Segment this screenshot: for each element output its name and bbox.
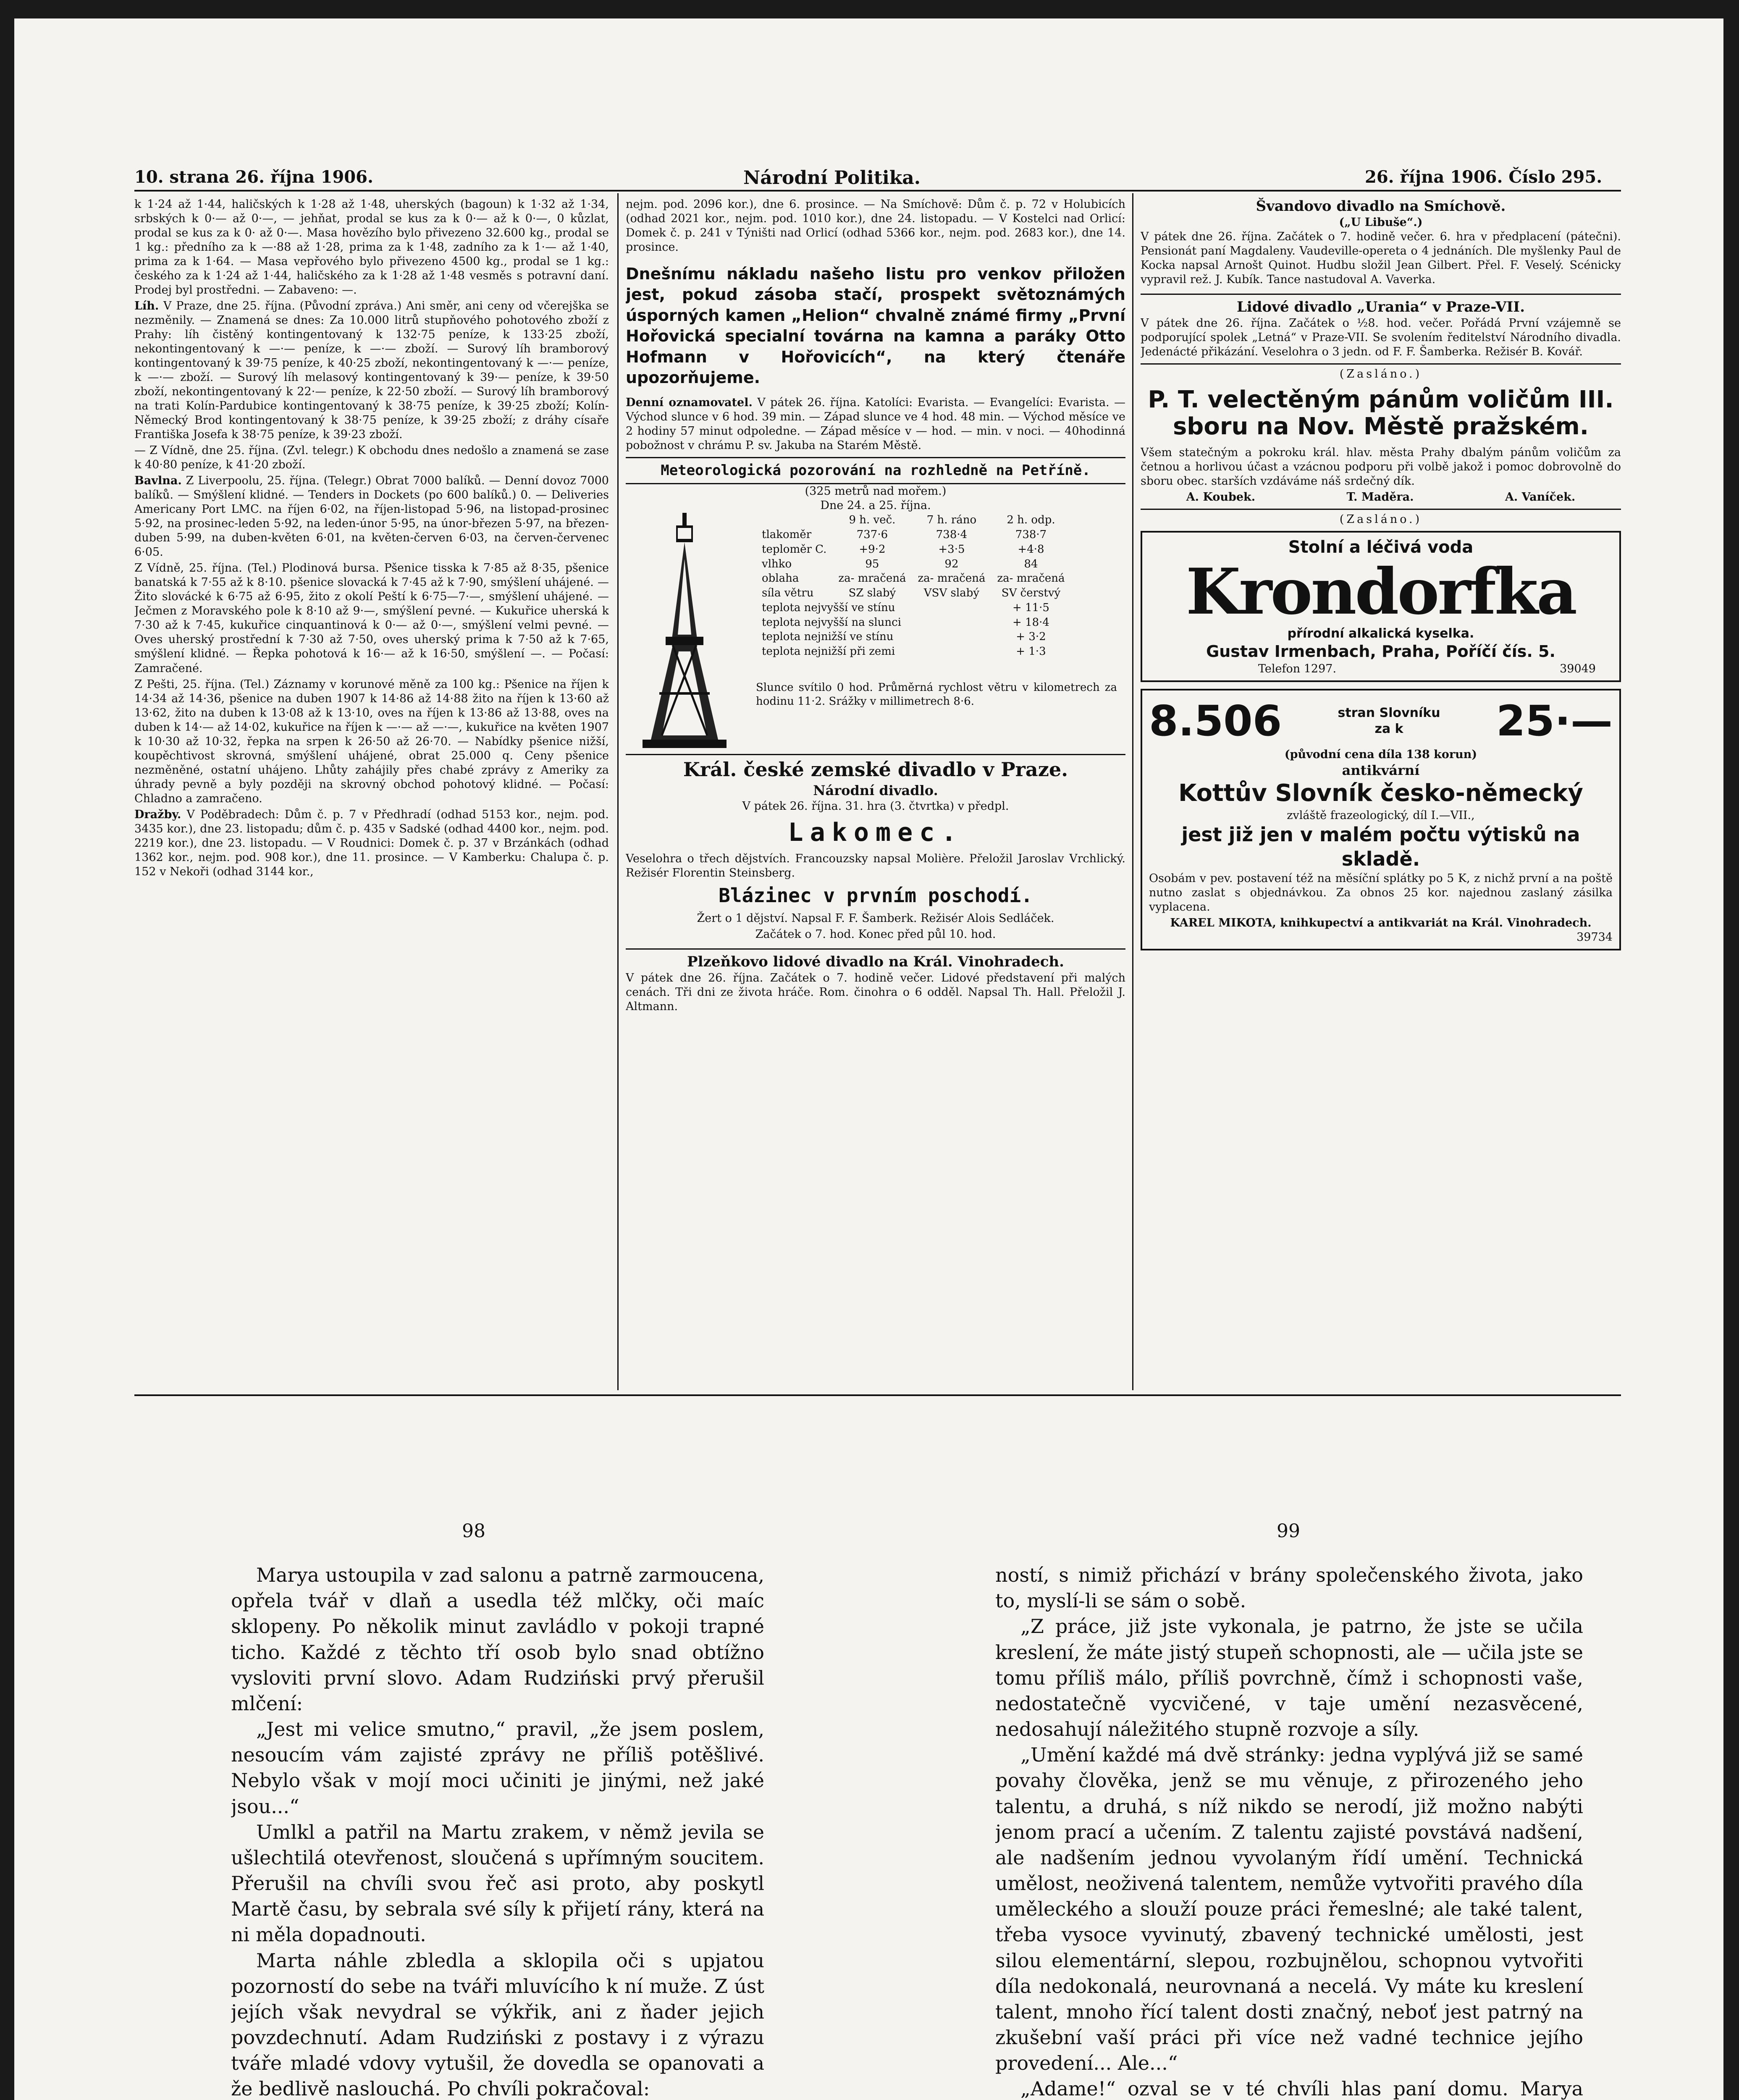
play-lakomec: Lakomec. xyxy=(788,817,963,847)
meteo-header-row xyxy=(756,513,1071,528)
signatory: T. Maděra. xyxy=(1346,490,1414,504)
plzenek-theatre-text: V pátek dne 26. října. Začátek o 7. hodině večer. Lidové představení při malých cenách. Tři dni ze života hráče. Rom. činohra o 6 odděl. Napsal Th. Hall. Přeložil J. Altmann. xyxy=(626,971,1125,1013)
column-divider-2 xyxy=(1132,193,1133,1390)
book-paragraph: „Z práce, již jste vykonala, je patrno, že jste se učila kreslení, že máte jistý stupeň schopnosti, ale — učila jste se tomu příliš málo, příliš povrchně, čímž i schopnosti vaše, nedostatečně vycvičené, v taje umění nezasvěcené, nedosahují náležitého stupně rozvoje a síly. xyxy=(995,1615,1583,1741)
krondorfka-tagline: Stolní a léčivá voda xyxy=(1288,537,1474,557)
zaslano-label: (Zasláno.) xyxy=(1141,363,1621,381)
book-paragraph: „Jest mi velice smutno,“ pravil, „že jsem poslem, nesoucím vám zajisté zprávy ne příliš potěšlivé. Nebylo však v mojí moci učiniti je jinými, než jaké jsou...“ xyxy=(231,1718,764,1818)
meteo-value: za- mračená xyxy=(838,572,906,585)
meteo-extra-label: teplota nejvyšší ve stínu xyxy=(762,601,895,614)
meteo-label: oblaha xyxy=(762,572,799,585)
dictionary-antiquarian: antikvární xyxy=(1342,762,1420,778)
header-rule xyxy=(134,190,1621,192)
vienna-grain-text: Z Vídně, 25. října. (Tel.) Plodinová bursa. Pšenice tisska k 7·85 až 8·35, pšenice banatská k 7·55 až k 8·10. pšenice slovacká k 7·45 až k 7·90, smýšlení uhájené. — Žito slovácké k 6·75 až 6·95, žito z okolí Peští k 6·75—7·—, smýšlení uhájené. — Ječmen z Moravského pole k 8·10 až 9·—, smýšlení pevné. — Kukuřice uherská k 7·30 až k 7·45, kukuřice cinquantinová k 0·— až 0·—, smýšlení velmi pevné. — Oves uherský prostřední k 7·30 až 7·50, oves uherský prima k 7·50 až k 7·65, smýšlení klidné. — Řepka pohotová k 16·— až k 16·50, smýšlení —. — Počasí: Zamračené. xyxy=(134,562,609,675)
dictionary-ad-number: 39734 xyxy=(1576,930,1613,944)
dictionary-pages-label: stran Slovníku za k xyxy=(1338,705,1440,736)
meteo-row xyxy=(756,586,1071,601)
book-page-number-right: 99 xyxy=(1277,1520,1300,1542)
market-meat-text: k 1·24 až 1·44, haličských k 1·28 až 1·48, uherských (bagoun) k 1·32 až 1·34, srbských k 0·— až 0·—, — jehňat, prodal se kus za k 0·— až k 0·—, 0 kůzlat, prodal se kus za k 0· až 0·—. Masa hovězího bylo přivezeno 32.600 kg., prodal se 1 kg.: předního za k —·88 až 1·28, prima za k 1·48, zadního za k 1·— až 1·40, prima za k 1·64. — Masa vepřového bylo přivezeno 4500 kg., prodal se 1 kg.: českého za k 1·24 až 1·44, haličského za k 1·28 až 1·48 vesměs s potravní daní. Prodej byl prostředni. — Zabaveno: —. xyxy=(134,198,609,297)
header-right: 26. října 1906. Číslo 295. xyxy=(1365,167,1603,187)
scan-border-top xyxy=(0,0,1739,18)
column-divider-1 xyxy=(617,193,619,1390)
spirit-text: V Praze, dne 25. října. (Původní zpráva.) Ani směr, ani ceny od včerejška se nezměnily. — Znamená se dnes: Za 10.000 litrů stupňového pohotového zboží z Prahy: líh čistěný kontingentovaný k 132·75 peníze, k 133·25 zboží, nekontingentovaný k —·— peníze, k —·— zboží. — Surový líh bramborový kontingentovaný k 39·75 peníze, k 40·25 zboží, nekontingentovaný k —·— peníze, k —·— zboží. — Surový líh melasový kontingentovaný k 39·— peníze, k 39·50 zboží, nekontingentovaný k 22·— peníze, k 22·50 zboží. — Surový líh bramborový na trati Kolín-Pardubice kontingentovaný k 38·75 peníze, k 39·25 zboží; Kolín-Německý Brod kontingentovaný k 38·75 peníze, k 39·25 zboží; z dráhy císaře Františka Josefa k 38·75 peníze, k 39·23 zboží. xyxy=(134,299,609,441)
meteo-value: 95 xyxy=(865,557,879,570)
newspaper-page xyxy=(134,164,1621,1525)
play-blazinec-desc: Žert o 1 dějství. Napsal F. F. Šamberk. Režisér Alois Sedláček. xyxy=(697,912,1054,925)
column-1 xyxy=(134,197,609,1390)
meteo-label: tlakoměr xyxy=(762,528,812,541)
voters-appeal-heading: P. T. velectěným pánům voličům III. sboru na Nov. Městě pražském. xyxy=(1148,386,1614,441)
book-page-left xyxy=(231,1562,764,2100)
meteo-block xyxy=(626,513,1125,748)
daily-calendar xyxy=(626,396,1125,453)
meteo-label: teploměr C. xyxy=(762,543,827,556)
meteo-value: 738·7 xyxy=(1015,528,1047,541)
meteo-col: 2 h. odp. xyxy=(1007,514,1055,527)
krondorfka-phone: Telefon 1297. xyxy=(1258,662,1337,675)
meteo-value: za- mračená xyxy=(997,572,1065,585)
signatories xyxy=(1141,490,1621,504)
supplement-notice: Dnešnímu nákladu našeho listu pro venkov přiložen jest, pokud zásoba stačí, prospekt světoznámých úsporných kamen „Helion“ chvalně známé firmy „První Hořovická specialní továrna na kamna a paráky Otto Hofmann v Hořovicích“, na který čtenáře upozorňujeme. xyxy=(626,265,1125,387)
plzenek-theatre-heading: Plzeňkovo lidové divadlo na Král. Vinohradech. xyxy=(626,948,1125,971)
pest-grain-text: Z Pešti, 25. října. (Tel.) Záznamy v korunové měně za 100 kg.: Pšenice na říjen k 14·34 až 14·36, pšenice na duben 1907 k 14·86 až 14·88 žito na říjen k 13·60 až 13·62, žito na duben k 13·08 až k 13·10, oves na říjen k 13·86 až 13·88, oves na duben k 14·— až 14·02, kukuřice na říjen k —·— až —·—, kukuřice na květen 1907 k 10·30 až 10·32, řepka na srpen k 26·50 až 26·70. — Nabídky pšenice nižší, koupěchtivost skrovná, smýšlení uhájené, obrat 25.000 q. Ceny pšenice nezměněné, ostatní uhájeno. Lhůty zahájily přes chabé zprávy z Ameriky za úhrady pevně a byly později na skrovný obchod pohotový klidné. — Počasí: Chladno a zamračeno. xyxy=(134,677,609,805)
meteo-extra-value: + 1·3 xyxy=(1016,645,1046,658)
meteo-altitude: (325 metrů nad mořem.) xyxy=(805,485,947,498)
krondorfka-brand: Krondorfka xyxy=(1186,555,1576,629)
meteo-extra-row xyxy=(756,615,1071,630)
urania-theatre-heading: Lidové divadlo „Urania“ v Praze-VII. xyxy=(1141,294,1621,316)
dictionary-firm: KAREL MIKOTA, knihkupectví a antikvariát na Král. Vinohradech. xyxy=(1170,916,1592,929)
spirit-heading: Líh. xyxy=(134,299,159,313)
meteo-value: za- mračená xyxy=(918,572,986,585)
calendar-text: V pátek 26. října. Katolíci: Evarista. — Evangelíci: Evarista. — Východ slunce v 6 hod. 39 min. — Západ slunce ve 4 hod. 48 min. — Východ měsíce ve 2 hodiny 57 minut odpoledne. — Západ měsíce v — hod. — min. v noci. — 40hodinná pobožnost v chrámu P. sv. Jakuba na Starém Městě. xyxy=(626,396,1125,452)
svanda-theatre-heading: Švandovo divadlo na Smíchově. xyxy=(1256,198,1506,215)
national-theatre-sub: Národní divadlo. xyxy=(813,782,938,799)
scan-border-left xyxy=(0,0,14,2100)
meteo-label: síla větru xyxy=(762,587,814,600)
meteo-col: 9 h. več. xyxy=(849,514,896,527)
auctions-heading: Dražby. xyxy=(134,808,181,821)
play-blazinec-time: Začátek o 7. hod. Konec před půl 10. hod. xyxy=(755,928,996,941)
meteo-col: 7 h. ráno xyxy=(926,514,977,527)
zaslano-label: (Zasláno.) xyxy=(1141,509,1621,527)
meteo-value: 737·6 xyxy=(856,528,888,541)
meteo-heading: Meteorologická pozorování na rozhledně na Petříně. xyxy=(626,457,1125,484)
meteo-row xyxy=(756,528,1071,542)
meteo-value: 84 xyxy=(1024,557,1038,570)
book-paragraph: Marta náhle zbledla a sklopila oči s upjatou pozorností do sebe na tváři mluvícího k ní muže. Z úst jejích však nevydral se výkřik, ani z ňader jejich povzdechnutí. Adam Rudziński z postavy i z výrazu tváře mladé vdovy vytušil, že dovedla se opanovati a že bedlivě naslouchá. Po chvíli pokračoval: xyxy=(231,1949,764,2100)
vienna-spirit-text: — Z Vídně, dne 25. října. (Zvl. telegr.) K obchodu dnes nedošlo a znamená se zase k 40·80 peníze, k 41·20 zboží. xyxy=(134,444,609,472)
footer-rule xyxy=(134,1394,1621,1396)
calendar-heading: Denní oznamovatel. xyxy=(626,396,753,410)
meteo-value: SZ slabý xyxy=(848,587,896,600)
meteo-value: +9·2 xyxy=(859,543,886,556)
book-paragraph: „Umění každé má dvě stránky: jedna vyplývá již se samé povahy člověka, jenž se mu věnuje, z přirozeného jeho talentu, a druhá, s níž nikdo se nerodí, již možno nabýti jenom prací a učením. Z talentu zajisté povstává nadšení, ale nadšením jednou vyvolaným řídí umění. Technická umělost, neoživená talentem, nemůže vytvořiti pravého díla uměleckého a slouží pouze práci řemeslné; ale také talent, třeba vysoce vyvinutý, zbavený technické umělosti, jest silou elementární, slepou, rozbujnělou, schopnou vytvořiti díla nedokonalá, neurovnaná a necelá. Vy máte ku kreslení talent, mnoho řící talent dosti značný, neboť jest patrný na zkušební vaší práci při více než vadné technice jejího provedení... Ale...“ xyxy=(995,1743,1583,2075)
cotton-heading: Bavlna. xyxy=(134,474,182,488)
meteo-extra-row xyxy=(756,601,1071,615)
meteo-value: +4·8 xyxy=(1018,543,1044,556)
meteo-row xyxy=(756,542,1071,557)
dictionary-title: Kottův Slovník česko-německý xyxy=(1178,780,1583,807)
meteo-tail: Slunce svítilo 0 hod. Průměrná rychlost větru v kilometrech za hodinu 11·2. Srážky v millimetrech 8·6. xyxy=(756,681,1117,708)
national-theatre-date: V pátek 26. října. 31. hra (3. čtvrtka) v předpl. xyxy=(742,799,1009,813)
meteo-extra-value: + 3·2 xyxy=(1016,630,1046,643)
dictionary-ad xyxy=(1141,689,1621,950)
urania-theatre-text: V pátek dne 26. října. Začátek o ½8. hod. večer. Pořádá První vzájemně se podporující spolek „Letná“ v Praze-VII. Se svolením ředitelství Národního divadla. Jedenácté přikázání. Veselohra o 3 jedn. od F. F. Šamberka. Režisér B. Kovář. xyxy=(1141,316,1621,358)
page-header xyxy=(134,164,1621,189)
meteo-row xyxy=(756,571,1071,586)
voters-appeal-text: Všem statečným a pokroku král. hlav. města Prahy dbalým pánům voličům za četnou a horlivou účast a vzácnou podporu při volbě jakož i pomoc dobrovolně do sboru obec. starších vzdáváme náš srdečný dík. xyxy=(1141,446,1621,488)
scan-border-right xyxy=(1723,0,1739,2100)
book-page-right xyxy=(995,1562,1583,2100)
cotton-text: Z Liverpoolu, 25. října. (Telegr.) Obrat 7000 balíků. — Denní dovoz 7000 balíků. — Smýšlení klidné. — Tenders in Dockets (po 600 balíků.) 0. — Deliveries Americany Port LMC. na říjen 6·02, na říjen-listopad 5·96, na listopad-prosinec 5·92, na prosinec-leden 5·92, na leden-únor 5·95, na únor-březen 5·97, na březen-duben 5·99, na duben-květen 6·01, na květen-červen 6·03, na červen-červenec 6·05. xyxy=(134,474,609,559)
krondorfka-footer xyxy=(1149,662,1613,676)
column-2 xyxy=(626,197,1125,1390)
header-left: 10. strana 26. října 1906. xyxy=(134,167,373,187)
national-theatre-heading: Král. české zemské divadlo v Praze. xyxy=(626,754,1125,782)
dictionary-ad-top xyxy=(1149,695,1613,748)
auctions-text: V Poděbradech: Dům č. p. 7 v Předhradí (odhad 5153 kor., nejm. pod. 3435 kor.), dne 23. listopadu; dům č. p. 435 v Sadské (odhad 4400 kor., nejm. pod. 2219 kor.), dne 23. listopadu. — V Roudnici: Domek č. p. 37 v Brzánkách (odhad 1362 kor., nejm. pod. 908 kor.), dne 11. prosince. — V Kamberku: Chalupa č. p. 152 v Nekoři (odhad 3144 kor., xyxy=(134,808,609,878)
header-title: Národní Politika. xyxy=(743,167,921,189)
petrin-tower-illustration xyxy=(643,513,727,748)
krondorfka-desc: přírodní alkalická kyselka. xyxy=(1287,626,1474,641)
meteo-label: vlhko xyxy=(762,557,792,570)
book-paragraph: Umlkl a patřil na Martu zrakem, v němž jevila se ušlechtilá otevřenost, sloučená s upřímným soucitem. Přerušil na chvíli svou řeč asi proto, aby poskytl Martě času, by sebrala své síly k přijetí rány, která na ni měla dopadnouti. xyxy=(231,1820,764,1946)
book-paragraph: ností, s nimiž přichází v brány společenského života, jako to, myslí-li se sám o sobě. xyxy=(995,1564,1583,1612)
spirit-report xyxy=(134,299,609,442)
meteo-extra-label: teplota nejnižší při zemi xyxy=(762,645,895,658)
meteo-value: +3·5 xyxy=(938,543,965,556)
meteo-table xyxy=(756,513,1071,659)
svanda-theatre-sub: („U Libuše“.) xyxy=(1339,215,1423,229)
signatory: A. Vaníček. xyxy=(1505,490,1576,504)
dictionary-price: 25·— xyxy=(1496,696,1613,746)
krondorfka-ad xyxy=(1141,531,1621,682)
meteo-value: VSV slabý xyxy=(923,587,980,600)
meteo-extra-row xyxy=(756,644,1071,659)
meteo-extra-row xyxy=(756,630,1071,644)
svanda-theatre-text: V pátek dne 26. října. Začátek o 7. hodině večer. 6. hra v předplacení (pátečni). Pensionát paní Magdaleny. Vaudeville-opereta o 4 jednáních. Dle myšlenky Paul de Kocka napsal Arnošt Quinot. Hudbu složil Jean Gilbert. Přel. F. Veselý. Scénicky vypravil rež. J. Kubík. Tance nastudoval A. Vaverka. xyxy=(1141,230,1621,286)
meteo-row xyxy=(756,557,1071,572)
dictionary-original-price: (původní cena díla 138 korun) xyxy=(1284,748,1477,761)
auctions-report xyxy=(134,808,609,879)
play-lakomec-desc: Veselohra o třech dějstvích. Francouzsky napsal Molière. Přeložil Jaroslav Vrchlický. Režisér Florentin Steinsberg. xyxy=(626,852,1125,880)
meteo-value: 92 xyxy=(944,557,959,570)
auctions-continued: nejm. pod. 2096 kor.), dne 6. prosince. — Na Smíchově: Dům č. p. 72 v Holubicích (odhad 2021 kor., nejm. pod. 1010 kor.), dne 24. listopadu. — V Kostelci nad Orlicí: Domek č. p. 241 v Týništi nad Orlicí (odhad 5366 kor., nejm. pod. 2683 kor.), dne 14. prosince. xyxy=(626,198,1125,254)
meteo-value: SV čerstvý xyxy=(1001,587,1061,600)
book-paragraph: Marya ustoupila v zad salonu a patrně zarmoucena, opřela tvář v dlaň a usedla též mlčky, oči maíc sklopeny. Po několik minut zavládlo v pokoji trapné ticho. Každé z těchto tří osob bylo snad obtížno vysloviti první slovo. Adam Rudziński prvý přerušil mlčení: xyxy=(231,1564,764,1715)
book-page-number-left: 98 xyxy=(462,1520,485,1542)
meteo-value: 738·4 xyxy=(936,528,968,541)
meteo-extra-value: + 11·5 xyxy=(1012,601,1049,614)
column-3 xyxy=(1141,197,1621,1390)
signatory: A. Koubek. xyxy=(1186,490,1256,504)
dictionary-terms: Osobám v pev. postavení též na měsíční splátky po 5 K, z nichž první a na poště nutno zaslat s objednávkou. Za obnos 25 kor. najednou zaslaný zásilka vyplacena. xyxy=(1149,872,1613,914)
dictionary-slogan: jest již jen v malém počtu výtisků na skladě. xyxy=(1181,823,1580,870)
play-blazinec: Blázinec v prvním poschodí. xyxy=(719,884,1033,907)
krondorfka-firm: Gustav Irmenbach, Praha, Poříčí čís. 5. xyxy=(1206,642,1555,661)
book-paragraph: „Adame!“ ozval se v té chvíli hlas paní domu. Marya xyxy=(1020,2077,1583,2100)
krondorfka-ad-number: 39049 xyxy=(1560,662,1596,675)
meteo-extra-label: teplota nejnižší ve stínu xyxy=(762,630,894,643)
meteo-extra-label: teplota nejvyšší na slunci xyxy=(762,616,902,629)
meteo-date: Dne 24. a 25. října. xyxy=(820,499,931,512)
meteo-extra-value: + 18·4 xyxy=(1012,616,1049,629)
dictionary-desc: zvláště frazeologický, díl I.—VII., xyxy=(1287,808,1475,822)
dictionary-pages: 8.506 xyxy=(1149,696,1282,746)
cotton-report xyxy=(134,474,609,559)
